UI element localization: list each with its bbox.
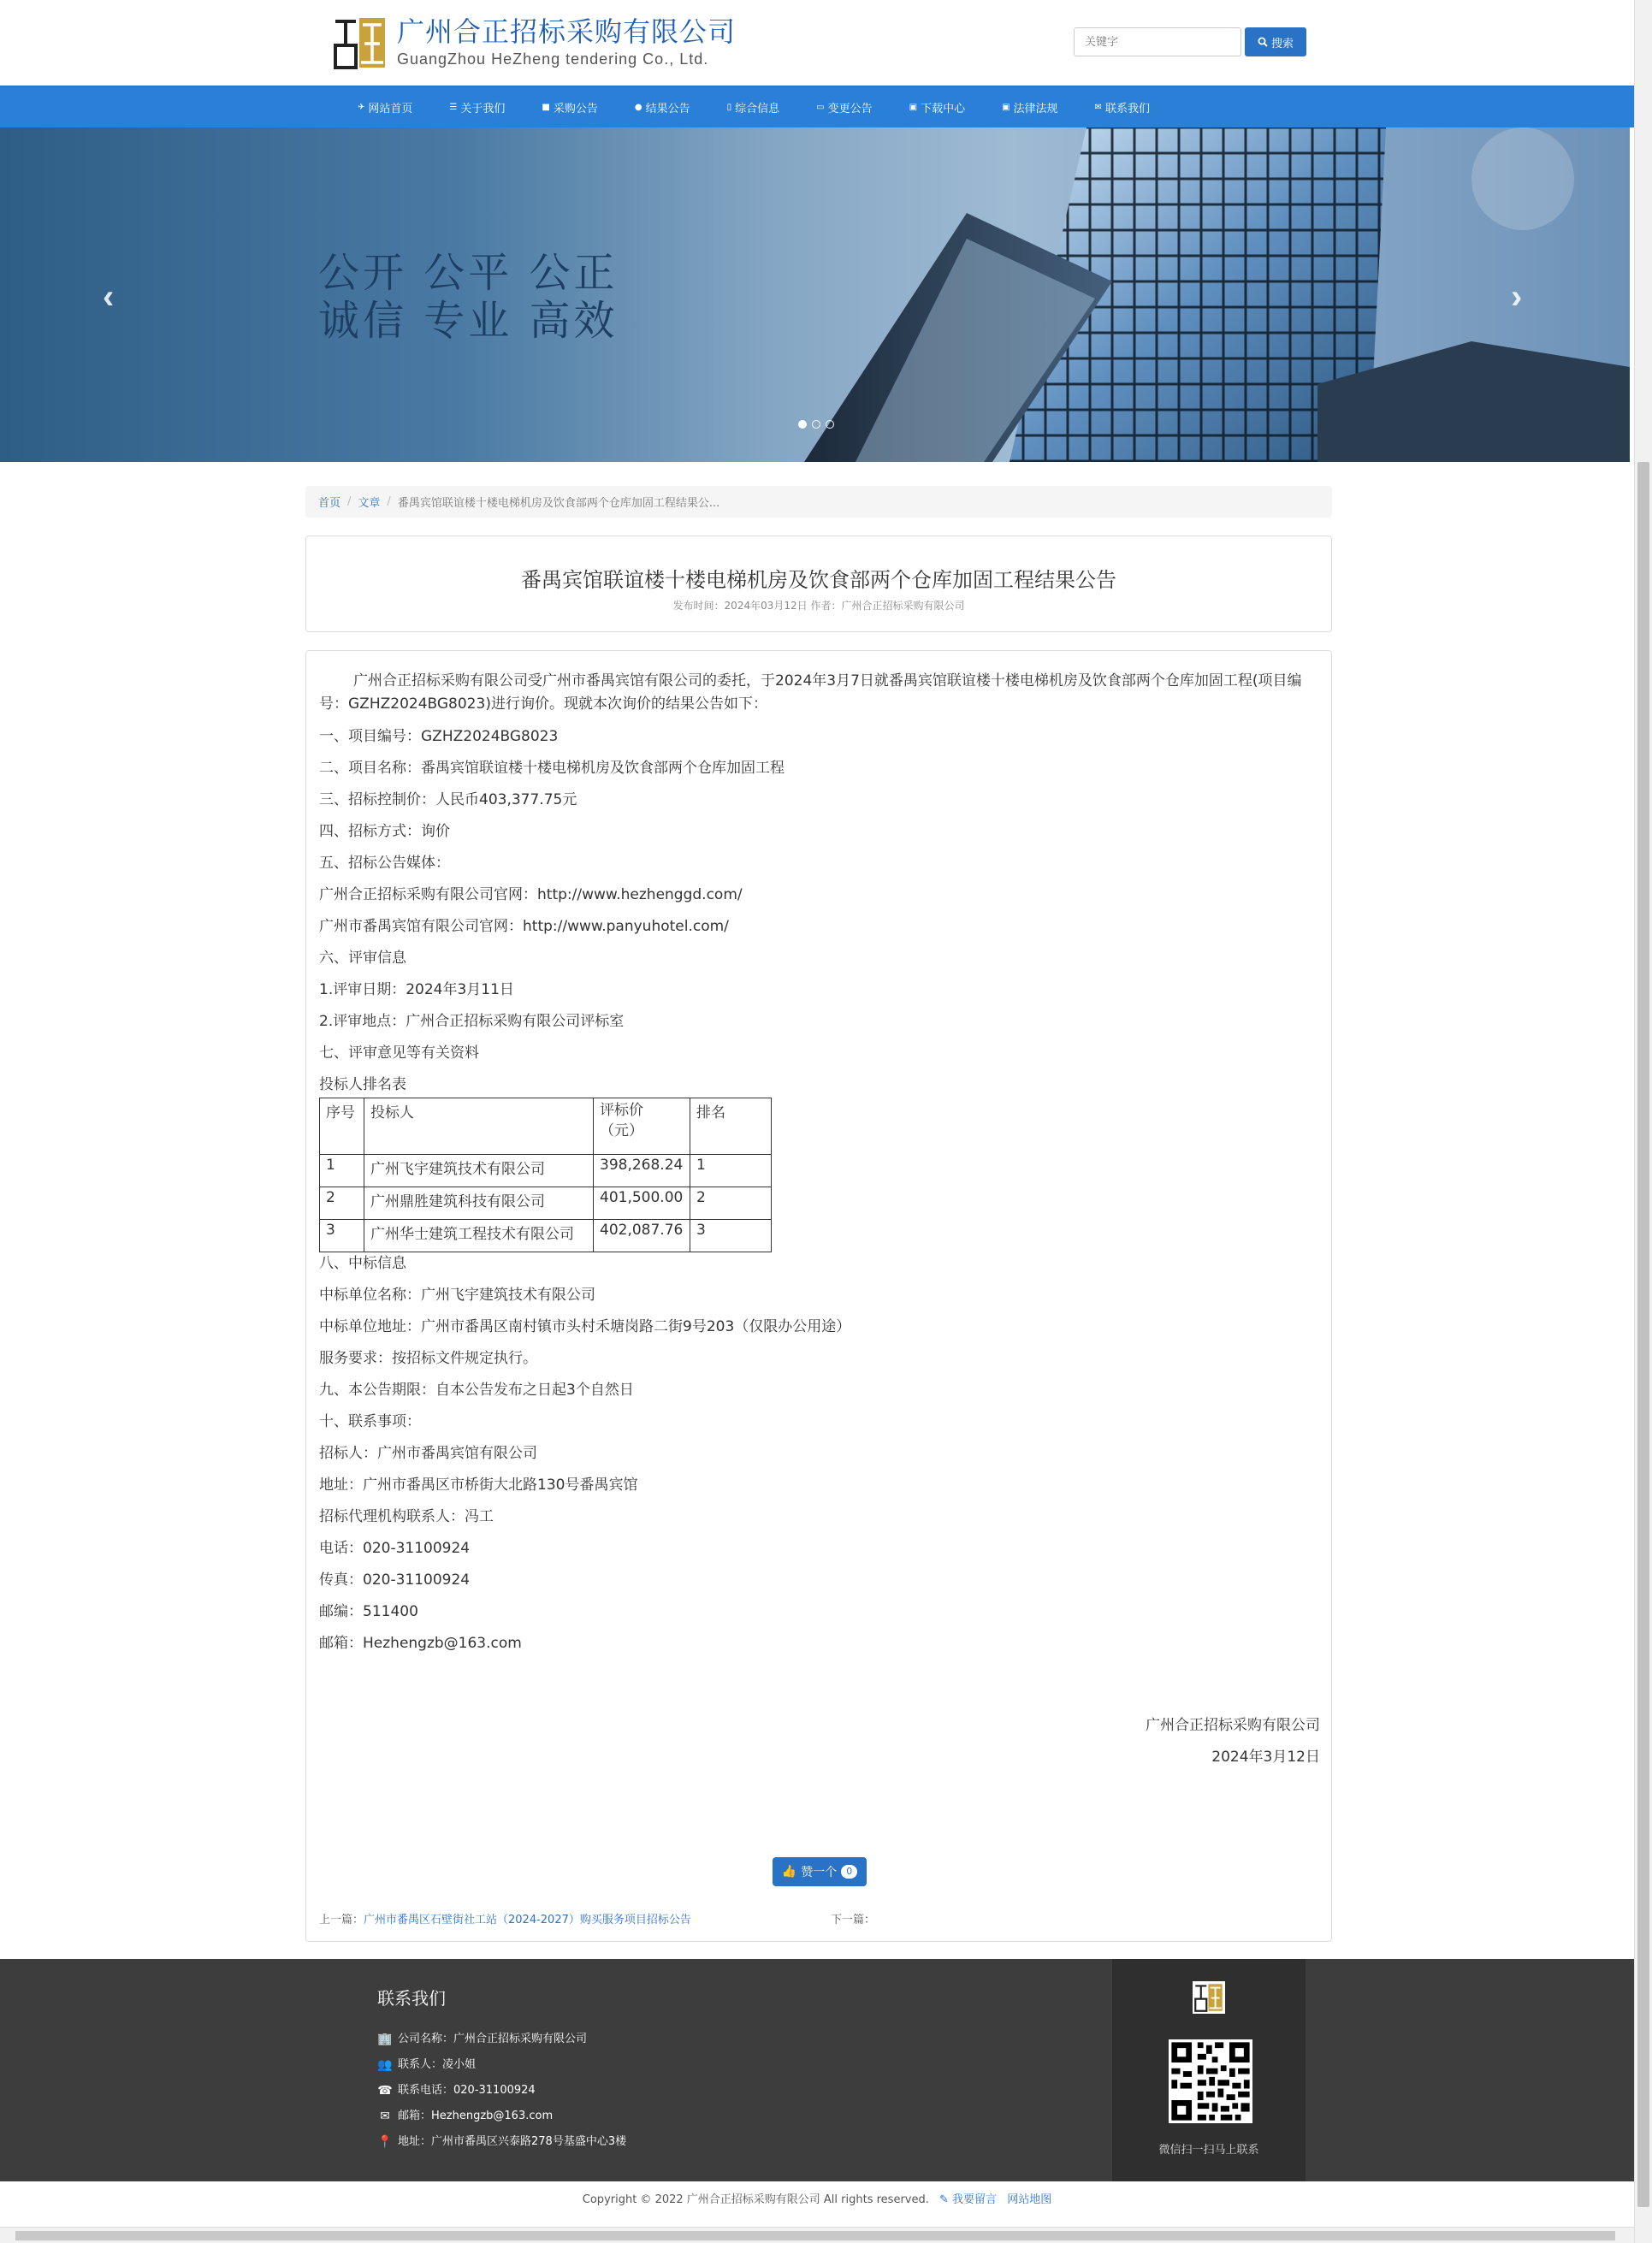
vertical-scrollbar-thumb[interactable] <box>1637 462 1649 2207</box>
briefcase-icon: ■ <box>542 103 550 112</box>
article-line: 十、联系事项： <box>319 1413 421 1430</box>
article-line: 中标单位地址：广州市番禺区南村镇市头村禾塘岗路二街9号203（仅限办公用途） <box>319 1318 851 1335</box>
article-line: 招标人：广州市番禺宾馆有限公司 <box>319 1445 537 1462</box>
search-button-label: 搜索 <box>1270 37 1294 50</box>
copyright-text: Copyright © 2022 广州合正招标采购有限公司 All rights reserved. <box>582 2193 929 2206</box>
signature-date: 2024年3月12日 <box>1211 1749 1320 1766</box>
horizontal-scrollbar[interactable] <box>0 2227 1634 2243</box>
breadcrumb-separator: / <box>387 495 391 508</box>
nav-item-home[interactable] <box>358 99 412 115</box>
banner-slogan-line2: 诚信 专业 高效 <box>318 297 619 345</box>
article-line: 五、招标公告媒体： <box>319 855 450 872</box>
footer-contact-text: 联系人：凌小姐 <box>398 2058 477 2071</box>
nav-item-label: 结果公告 <box>645 103 690 115</box>
breadcrumb-home-link[interactable]: 首页 <box>318 497 341 510</box>
vertical-scrollbar[interactable] <box>1634 0 1652 2243</box>
footer-qr-panel <box>1112 1959 1306 2181</box>
building-icon: 🏢 <box>377 2033 393 2046</box>
main-nav <box>0 86 1634 127</box>
nav-item-contact[interactable] <box>1095 99 1150 115</box>
edit-icon: ✎ <box>939 2193 953 2206</box>
carousel-next-icon[interactable]: › <box>1511 278 1523 316</box>
table-row <box>320 1187 772 1220</box>
logo-mark-icon <box>330 13 390 73</box>
footer-phone <box>377 2078 626 2104</box>
table-cell: 2 <box>320 1187 364 1220</box>
table-cell: 3 <box>690 1220 772 1252</box>
article-line: 广州市番禺宾馆有限公司官网：http://www.panyuhotel.com/ <box>319 918 729 935</box>
phone-icon: ▯ <box>726 103 732 112</box>
footer-company <box>377 2027 626 2052</box>
nav-item-label: 综合信息 <box>735 103 780 115</box>
article-pagination <box>319 1910 1320 1926</box>
logo-company-english: GuangZhou HeZheng tendering Co., Ltd. <box>397 50 709 68</box>
envelope-icon: ✉ <box>1094 103 1102 112</box>
footer-logo-icon <box>1193 1981 1225 2014</box>
article-line: 服务要求：按招标文件规定执行。 <box>319 1350 537 1367</box>
nav-item-label: 网站首页 <box>368 103 413 115</box>
nav-item-label: 变更公告 <box>827 103 873 115</box>
table-cell: 广州鼎胜建筑科技有限公司 <box>364 1187 594 1220</box>
list-icon: ☰ <box>449 103 458 112</box>
article-line: 二、项目名称：番禺宾馆联谊楼十楼电梯机房及饮食部两个仓库加固工程 <box>319 760 785 777</box>
footer-email <box>377 2104 626 2129</box>
table-row <box>320 1220 772 1252</box>
search-icon <box>1258 37 1268 47</box>
article-body-panel <box>305 650 1332 1942</box>
article-line: 招标代理机构联系人：冯工 <box>319 1508 494 1525</box>
carousel-indicators <box>798 420 834 429</box>
footer-address-text: 地址：广州市番禺区兴泰路278号基盛中心3楼 <box>398 2135 627 2148</box>
article-title: 番禺宾馆联谊楼十楼电梯机房及饮食部两个仓库加固工程结果公告 <box>521 568 1116 592</box>
footer-contact <box>377 1985 626 2155</box>
breadcrumb-separator: / <box>347 495 352 508</box>
envelope-icon: ✉ <box>380 2110 390 2123</box>
search-input[interactable] <box>1074 27 1241 56</box>
table-cell: 401,500.00 <box>594 1187 690 1220</box>
phone-icon: ☎ <box>377 2084 393 2098</box>
footer-address <box>377 2129 626 2155</box>
sitemap-link[interactable]: 网站地图 <box>1007 2193 1052 2206</box>
article-line: 一、项目编号：GZHZ2024BG8023 <box>319 728 559 745</box>
article-meta: 发布时间：2024年03月12日 作者：广州合正招标采购有限公司 <box>672 600 965 612</box>
like-label: 赞一个 <box>801 1866 838 1879</box>
site-logo[interactable] <box>330 13 736 73</box>
article-line: 电话：020-31100924 <box>319 1540 471 1557</box>
thumbs-up-icon: 👍 <box>781 1865 797 1879</box>
wechat-qr-code <box>1169 2039 1252 2123</box>
message-link[interactable] <box>939 2193 997 2206</box>
article-line: 八、中标信息 <box>319 1255 406 1272</box>
search-button[interactable] <box>1245 27 1306 56</box>
nav-item-label: 采购公告 <box>553 103 598 115</box>
nav-item-label: 关于我们 <box>460 103 506 115</box>
article-line: 地址：广州市番禺区市桥街大北路130号番禺宾馆 <box>319 1477 638 1494</box>
breadcrumb-section-link[interactable]: 文章 <box>358 497 381 510</box>
breadcrumb <box>305 486 1332 518</box>
qr-caption: 微信扫一扫马上联系 <box>1158 2144 1259 2157</box>
table-cell: 广州华士建筑工程技术有限公司 <box>364 1220 594 1252</box>
table-header-cell: 排名 <box>690 1098 772 1155</box>
table-header-cell: 评标价 （元） <box>594 1098 690 1155</box>
article-line: 广州合正招标采购有限公司官网：http://www.hezhenggd.com/ <box>319 886 743 903</box>
article-line: 三、招标控制价：人民币403,377.75元 <box>319 791 577 808</box>
table-row <box>320 1155 772 1187</box>
nav-item-label: 法律法规 <box>1013 103 1058 115</box>
table-cell: 2 <box>690 1187 772 1220</box>
footer-phone-text: 联系电话：020-31100924 <box>398 2084 536 2097</box>
carousel-prev-icon[interactable]: ‹ <box>103 278 115 316</box>
banner-slogan-line1: 公开 公平 公正 <box>318 249 619 297</box>
building-illustration <box>0 127 1630 462</box>
signature-company: 广州合正招标采购有限公司 <box>1146 1717 1320 1734</box>
table-header-row <box>320 1098 772 1155</box>
table-cell: 3 <box>320 1220 364 1252</box>
next-article-label: 下一篇： <box>831 1914 876 1926</box>
prev-article-label: 上一篇： <box>319 1914 364 1926</box>
article-header <box>305 536 1332 632</box>
users-icon: 👥 <box>377 2058 393 2072</box>
banner-slogan <box>318 249 619 345</box>
footer-email-text: 邮箱：Hezhengzb@163.com <box>398 2110 554 2122</box>
article-signature <box>319 1714 1320 1768</box>
article-line: 2.评审地点：广州合正招标采购有限公司评标室 <box>319 1013 625 1030</box>
nav-item-label: 下载中心 <box>921 103 966 115</box>
download-icon: ▣ <box>909 103 918 112</box>
search-form <box>1074 27 1306 56</box>
bidder-ranking-table <box>319 1098 772 1252</box>
nav-item-about[interactable] <box>449 99 505 115</box>
article-intro: 广州合正招标采购有限公司受广州市番禺宾馆有限公司的委托，于2024年3月7日就番禺宾馆联谊楼十楼电梯机房及饮食部两个仓库加固工程(项目编号：GZHZ2024BG8023)进行询价。现就本次询价的结果公告如下： <box>319 672 1302 713</box>
table-cell: 1 <box>320 1155 364 1187</box>
book-icon: ▣ <box>1002 103 1010 112</box>
carousel-dot[interactable] <box>798 420 807 429</box>
table-cell: 广州飞宇建筑技术有限公司 <box>364 1155 594 1187</box>
article-content <box>319 670 1320 1778</box>
article-line: 九、本公告期限：自本公告发布之日起3个自然日 <box>319 1382 634 1399</box>
map-marker-icon: 📍 <box>377 2135 393 2149</box>
table-cell: 398,268.24 <box>594 1155 690 1187</box>
nav-item-news[interactable] <box>727 99 780 115</box>
article-line: 七、评审意见等有关资料 <box>319 1045 479 1062</box>
nav-item-label: 联系我们 <box>1104 103 1150 115</box>
table-header-cell: 序号 <box>320 1098 364 1155</box>
article-line: 邮箱：Hezhengzb@163.com <box>319 1635 522 1652</box>
carousel-dot[interactable] <box>826 420 834 429</box>
table-header-cell: 投标人 <box>364 1098 594 1155</box>
logo-company-name: 广州合正招标采购有限公司 <box>397 15 737 48</box>
footer-heading: 联系我们 <box>377 1988 446 2009</box>
carousel-dot[interactable] <box>812 420 820 429</box>
nav-item-procurement[interactable] <box>542 99 597 115</box>
message-link-label: 我要留言 <box>952 2193 998 2206</box>
send-icon: ✈ <box>358 103 365 112</box>
article-line: 邮编：511400 <box>319 1603 418 1620</box>
like-button[interactable] <box>773 1857 867 1886</box>
footer-company-text: 公司名称：广州合正招标采购有限公司 <box>398 2033 588 2045</box>
article-line: 六、评审信息 <box>319 950 406 967</box>
horizontal-scrollbar-thumb[interactable] <box>15 2231 1615 2240</box>
article-line: 四、招标方式：询价 <box>319 823 450 840</box>
article-line: 1.评审日期：2024年3月11日 <box>319 981 514 998</box>
table-cell: 402,087.76 <box>594 1220 690 1252</box>
table-cell: 1 <box>690 1155 772 1187</box>
like-count-badge: 0 <box>841 1865 857 1879</box>
article-line: 传真：020-31100924 <box>319 1571 471 1589</box>
hero-carousel <box>0 127 1630 462</box>
footer-contact-person <box>377 2052 626 2078</box>
folder-icon: ▭ <box>816 103 825 112</box>
site-footer <box>0 1959 1634 2181</box>
info-circle-icon: ● <box>634 103 642 112</box>
copyright-bar <box>0 2190 1634 2206</box>
nav-item-download[interactable] <box>909 99 965 115</box>
article-line: 中标单位名称：广州飞宇建筑技术有限公司 <box>319 1287 595 1304</box>
nav-item-changes[interactable] <box>816 99 872 115</box>
nav-item-laws[interactable] <box>1002 99 1057 115</box>
breadcrumb-current: 番禺宾馆联谊楼十楼电梯机房及饮食部两个仓库加固工程结果公... <box>397 497 720 510</box>
site-header <box>0 0 1634 86</box>
article-line: 投标人排名表 <box>319 1076 406 1093</box>
prev-article-link[interactable]: 广州市番禺区石壁街社工站（2024-2027）购买服务项目招标公告 <box>364 1914 691 1926</box>
nav-item-results[interactable] <box>635 99 690 115</box>
